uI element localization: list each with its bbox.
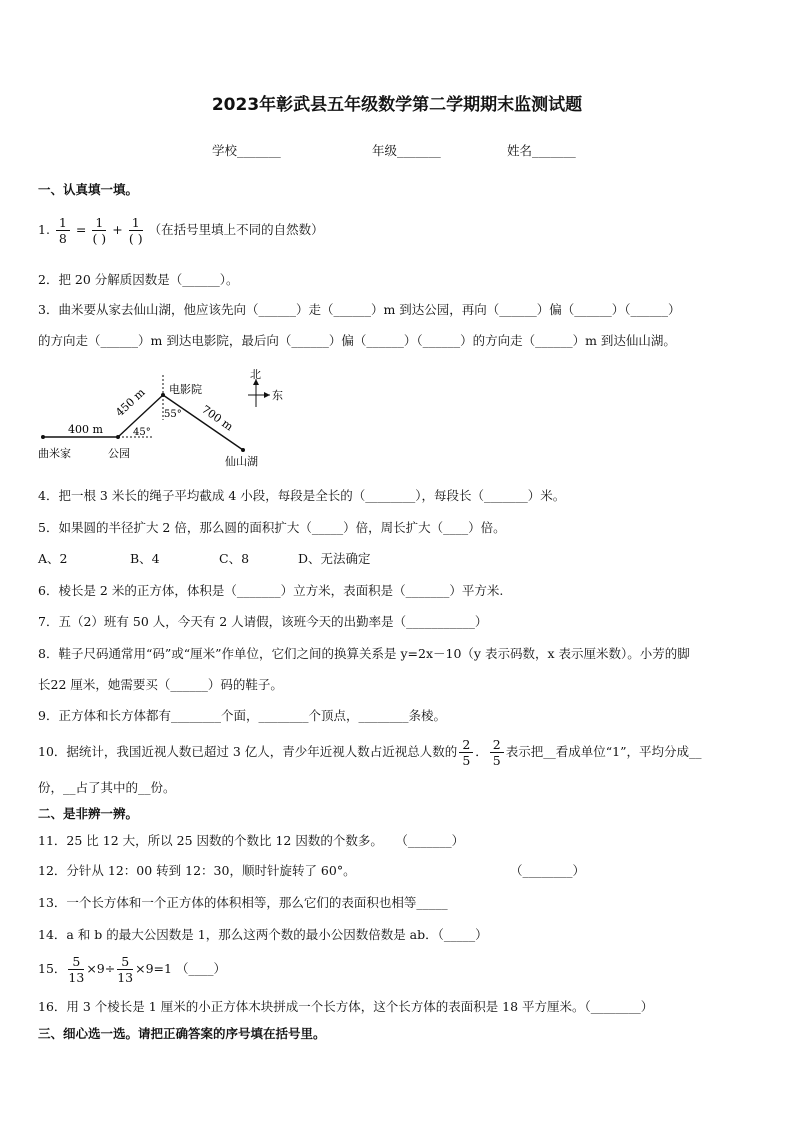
- denominator: 13: [117, 970, 134, 985]
- question-7: 7．五（2）班有 50 人，今天有 2 人请假，该班今天的出勤率是（___________）: [38, 614, 488, 629]
- section-2-heading: 二、是非辨一辨。: [38, 806, 139, 821]
- grade-field: 年级_______: [372, 143, 441, 158]
- q10-text-2: 表示把__看成单位“1”，平均分成__: [505, 744, 702, 759]
- option-a: A、2: [38, 551, 68, 566]
- q12-blank: （________）: [510, 863, 586, 878]
- question-8-line-1: 8．鞋子尺码通常用“码”或“厘米”作单位，它们之间的换算关系是 y=2x－10（y 表示码数，x 表示厘米数）。小芳的脚: [38, 646, 690, 661]
- question-10-line-2: 份，__占了其中的__份。: [38, 780, 176, 795]
- question-4: 4．把一根 3 米长的绳子平均截成 4 小段，每段是全长的（________），每段长（_______）米。: [38, 488, 566, 503]
- question-13: 13．一个长方体和一个正方体的体积相等，那么它们的表面积也相等_____: [38, 895, 448, 910]
- cinema-point: [161, 393, 165, 397]
- label-park: 公园: [108, 447, 130, 460]
- home-point: [41, 435, 45, 439]
- question-3-line-2: 的方向走（______）m 到达电影院，最后向（______）偏（______）（______）的方向走（______）m 到达仙山湖。: [38, 333, 676, 348]
- lake-point: [241, 448, 245, 452]
- section-1-heading: 一、认真填一填。: [38, 182, 139, 197]
- question-9: 9．正方体和长方体都有________个面，________个顶点，________条棱。: [38, 708, 446, 723]
- question-6: 6．棱长是 2 米的正方体，体积是（_______）立方米，表面积是（_______）平方米.: [38, 583, 504, 598]
- question-1: [38, 215, 764, 246]
- route-map-diagram: [38, 365, 298, 470]
- denominator: 5: [492, 753, 501, 768]
- numerator: 5: [68, 954, 84, 970]
- numerator: 1: [56, 215, 70, 231]
- numerator: 2: [490, 737, 504, 753]
- label-lake: 仙山湖: [225, 455, 258, 468]
- question-14: 14．a 和 b 的最大公因数是 1，那么这两个数的最小公因数倍数是 ab．（_____）: [38, 927, 488, 942]
- compass-icon: [248, 379, 270, 407]
- question-5: 5．如果圆的半径扩大 2 倍，那么圆的面积扩大（_____）倍，周长扩大（____）倍。: [38, 520, 506, 535]
- denominator: 8: [58, 231, 67, 246]
- label-home: 曲米家: [38, 447, 71, 460]
- q10-dot: ．: [475, 744, 488, 759]
- name-field: 姓名_______: [507, 143, 576, 158]
- option-b: B、4: [130, 551, 160, 566]
- distance-450: 450 m: [113, 385, 148, 420]
- distance-400: 400 m: [68, 423, 103, 436]
- question-number: 1.: [38, 222, 50, 237]
- label-cinema: 电影院: [169, 383, 202, 396]
- numerator: 5: [117, 954, 133, 970]
- school-field: 学校_______: [212, 143, 281, 158]
- numerator: 2: [459, 737, 473, 753]
- q15-operator: ×9÷: [86, 961, 116, 976]
- question-10-line-1: [38, 737, 764, 768]
- page-title: 2023年彰武县五年级数学第二学期期末监测试题: [211, 95, 583, 115]
- q15-end: ×9=1 （____）: [135, 961, 226, 976]
- question-12: [38, 863, 764, 879]
- park-point: [116, 435, 120, 439]
- option-c: C、8: [219, 551, 250, 566]
- equals-sign: =: [75, 222, 87, 237]
- option-d: D、无法确定: [298, 551, 371, 566]
- fraction-five-thirteenths-2: [117, 954, 133, 985]
- denominator: 13: [68, 970, 85, 985]
- section-3-heading: 三、细心选一选。请把正确答案的序号填在括号里。: [38, 1026, 326, 1041]
- fraction-blank-1: [92, 215, 106, 246]
- denominator-blank: ( ): [92, 231, 107, 246]
- question-3-line-1: 3．曲米要从家去仙山湖，他应该先向（______）走（______）m 到达公园，再向（______）偏（______）（______）: [38, 302, 681, 317]
- numerator: 1: [129, 215, 143, 231]
- fraction-two-fifths-2: [490, 737, 504, 768]
- question-11: 11．25 比 12 大，所以 25 因数的个数比 12 因数的个数多。 （_______）: [38, 833, 465, 848]
- angle-55: 55°: [164, 409, 182, 420]
- label-east: 东: [272, 389, 283, 402]
- question-16: 16．用 3 个棱长是 1 厘米的小正方体木块拼成一个长方体，这个长方体的表面积是 18 平方厘米。（________）: [38, 999, 654, 1014]
- question-note: （在括号里填上不同的自然数）: [148, 222, 324, 237]
- numerator: 1: [92, 215, 106, 231]
- q12-text: 12．分针从 12：00 转到 12：30，顺时针旋转了 60°。: [38, 863, 356, 878]
- q10-text: 10．据统计，我国近视人数已超过 3 亿人，青少年近视人数占近视总人数的: [38, 744, 458, 759]
- distance-700: 700 m: [199, 402, 236, 434]
- label-north: 北: [250, 368, 261, 381]
- fraction-one-eighth: [56, 215, 70, 246]
- angle-45: 45°: [133, 427, 151, 438]
- question-8-line-2: 长22 厘米，她需要买（______）码的鞋子。: [38, 677, 283, 692]
- fraction-five-thirteenths: [68, 954, 84, 985]
- fraction-two-fifths: [459, 737, 473, 768]
- plus-sign: +: [112, 222, 123, 237]
- fraction-blank-2: [129, 215, 143, 246]
- question-number: 15．: [38, 961, 67, 976]
- denominator: 5: [462, 753, 471, 768]
- question-2: 2．把 20 分解质因数是（______）。: [38, 272, 239, 287]
- question-15: [38, 954, 764, 985]
- denominator-blank: ( ): [128, 231, 143, 246]
